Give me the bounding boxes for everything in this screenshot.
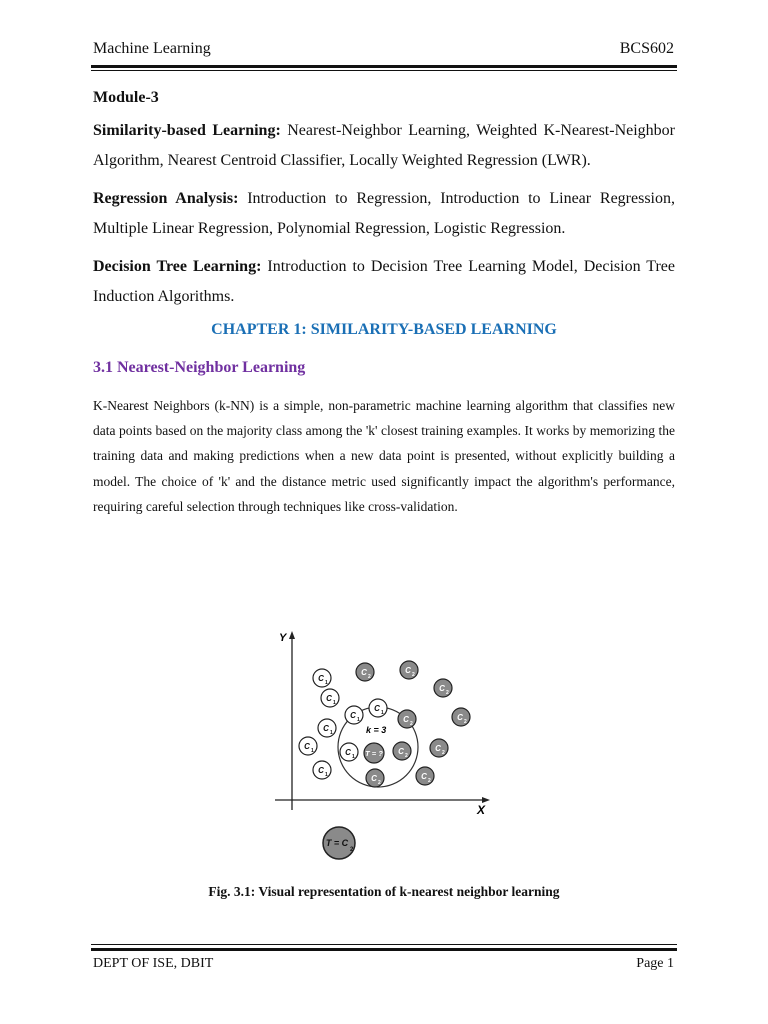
point-label-subscript: 2 (412, 672, 415, 678)
point-label-subscript: 1 (325, 772, 328, 778)
result-point-label: T = C (325, 838, 349, 848)
point-label: C (457, 713, 463, 722)
footer-page-number: Page 1 (636, 956, 674, 971)
module-heading: Module-3 (93, 89, 159, 106)
section-title: 3.1 Nearest-Neighbor Learning (93, 359, 306, 376)
topic-label: Decision Tree Learning: (93, 258, 262, 275)
header-rule-thin (91, 70, 677, 71)
k-label: k = 3 (366, 725, 387, 735)
footer-rule-thin (91, 944, 677, 945)
topic-text: Introduction to Decision Tree Learning Model, Decision Tree Induction Algorithms. (93, 258, 675, 305)
point-label-subscript: 2 (378, 780, 381, 786)
point-label: C (435, 744, 441, 753)
point-label-subscript: 2 (442, 750, 445, 756)
x-axis-label: X (477, 803, 486, 817)
header-course-code: BCS602 (619, 40, 674, 57)
point-label-subscript: 1 (381, 710, 384, 716)
knn-figure (270, 625, 500, 865)
test-point-label: T = ? (365, 749, 383, 758)
point-label: C (398, 747, 404, 756)
topic-text: Introduction to Regression, Introduction to Linear Regression, Multiple Linear Regression, Polynomial Regression, Logistic Regression. (93, 190, 676, 237)
point-label: C (371, 774, 377, 783)
point-label-subscript: 2 (405, 753, 408, 759)
point-label: C (304, 742, 310, 751)
topic-regression (93, 184, 675, 243)
y-axis-arrow (289, 631, 295, 639)
chapter-title: CHAPTER 1: SIMILARITY-BASED LEARNING (211, 321, 557, 338)
point-label: C (345, 748, 351, 757)
point-label: C (318, 674, 324, 683)
figure-caption: Fig. 3.1: Visual representation of k-nearest neighbor learning (208, 884, 560, 899)
point-label-subscript: 1 (311, 748, 314, 754)
point-label: C (350, 711, 356, 720)
topic-similarity (93, 116, 675, 175)
y-axis-label: Y (279, 632, 287, 644)
point-label: C (374, 704, 380, 713)
point-label: C (326, 694, 332, 703)
point-label: C (403, 715, 409, 724)
header-course-title: Machine Learning (93, 40, 211, 57)
point-label-subscript: 1 (357, 717, 360, 723)
page-content (93, 84, 675, 519)
point-label-subscript: 2 (446, 690, 449, 696)
point-label-subscript: 1 (325, 680, 328, 686)
point-label: C (361, 668, 367, 677)
topic-decision-tree (93, 252, 675, 311)
point-label: C (421, 772, 427, 781)
footer-rule (91, 948, 677, 951)
point-label-subscript: 1 (330, 730, 333, 736)
point-label: C (318, 766, 324, 775)
point-label-subscript: 2 (464, 719, 467, 725)
footer-department: DEPT OF ISE, DBIT (93, 956, 214, 971)
topic-text: Nearest-Neighbor Learning, Weighted K-Nearest-Neighbor Algorithm, Nearest Centroid Classifier, Locally Weighted Regression (LWR). (93, 122, 675, 169)
page-footer (93, 956, 674, 972)
topic-label: Similarity-based Learning: (93, 122, 281, 139)
result-point-sub: 2 (350, 847, 354, 853)
point-label-subscript: 2 (410, 721, 413, 727)
point-label-subscript: 1 (333, 700, 336, 706)
topic-label: Regression Analysis: (93, 190, 239, 207)
header-rule (91, 65, 677, 68)
point-label-subscript: 2 (428, 778, 431, 784)
point-label: C (405, 666, 411, 675)
point-label: C (439, 684, 445, 693)
point-label-subscript: 1 (352, 754, 355, 760)
page-header (93, 40, 674, 58)
point-label: C (323, 724, 329, 733)
section-body: K-Nearest Neighbors (k-NN) is a simple, non-parametric machine learning algorithm that classifies new data points based on the majority class among the 'k' closest training examples. It works by memorizing the training data and making predictions when a new data point is presented, without explicitly building a model. The choice of 'k' and the distance metric used significantly impact the algorithm's performance, requiring careful selection through techniques like cross-validation. (93, 398, 675, 514)
point-label-subscript: 2 (368, 674, 371, 680)
